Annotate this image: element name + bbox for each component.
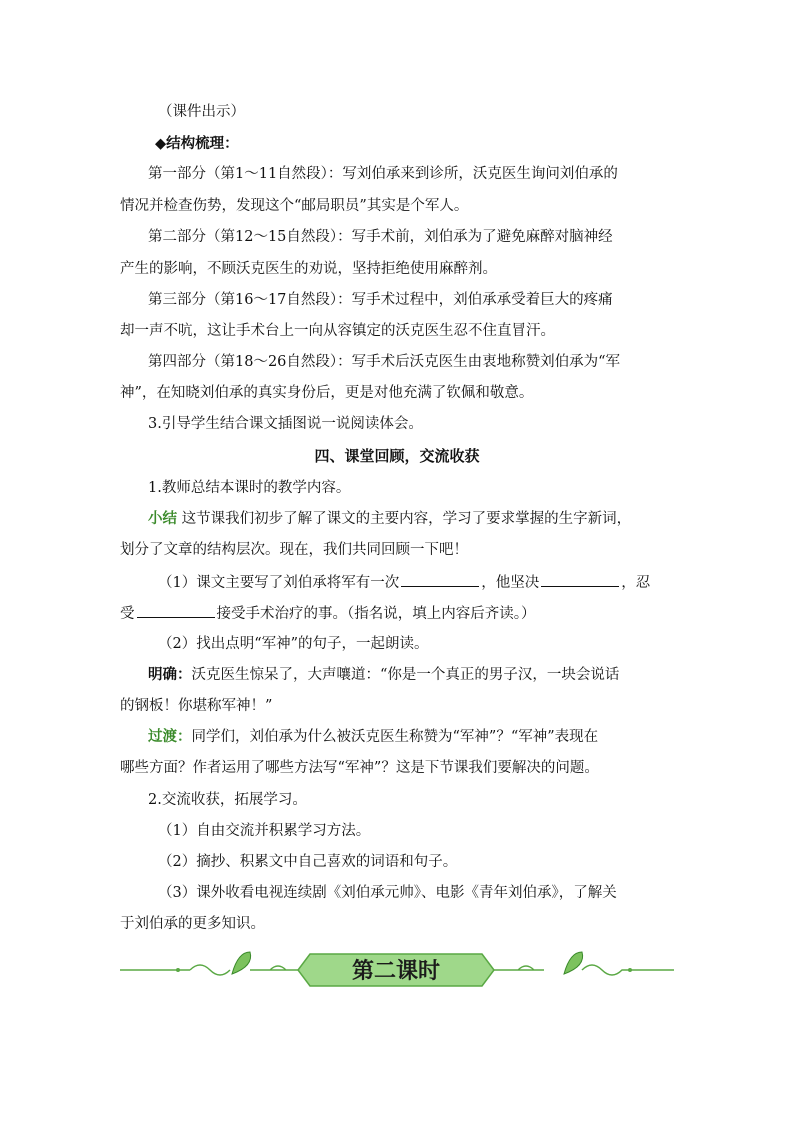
summary-line1 (148, 509, 631, 529)
paragraph-part2-line1: 第二部分（第12～15自然段）：写手术前，刘伯承为了避免麻醉对脑神经 (148, 229, 613, 245)
question-1-text-b: ，他坚决 (481, 575, 540, 591)
question-1-line1 (158, 572, 650, 593)
banner-title: 第二课时 (351, 958, 441, 984)
question-1-line2 (120, 603, 536, 624)
fill-blank-3[interactable] (137, 603, 215, 618)
left-vine (120, 965, 230, 975)
paragraph-part1-line2: 情况并检查伤势，发现这个“邮局职员”其实是个军人。 (120, 198, 469, 214)
section-heading-review: 四、课堂回顾，交流收获 (314, 447, 480, 465)
fill-blank-1[interactable] (401, 572, 479, 587)
transition-label: 过渡： (148, 728, 192, 745)
clarify-line1 (148, 665, 619, 685)
leaf-icon (232, 952, 251, 974)
paragraph-part4-line2: 神”，在知晓刘伯承的真实身份后，更是对他充满了钦佩和敬意。 (120, 385, 534, 401)
leaf-icon (564, 952, 583, 974)
transition-text: 同学们，刘伯承为什么被沃克医生称赞为“军神”？“军神”表现在 (191, 729, 599, 745)
transition-line2: 哪些方面？作者运用了哪些方法写“军神”？这是下节课我们要解决的问题。 (120, 760, 599, 776)
summary-label: 小结 (148, 510, 177, 527)
clarify-text: 沃克医生惊呆了，大声嚷道：“你是一个真正的男子汉，一块会说话 (191, 667, 620, 683)
courseware-note: （课件出示） (158, 104, 245, 120)
section-title-structure: ◆结构梳理： (155, 135, 239, 152)
paragraph-part3-line1: 第三部分（第16～17自然段）：写手术过程中，刘伯承承受着巨大的疼痛 (148, 292, 613, 308)
instruction-3: 3.引导学生结合课文插图说一说阅读体会。 (148, 416, 423, 432)
paragraph-part2-line2: 产生的影响，不顾沃克医生的劝说，坚持拒绝使用麻醉剂。 (120, 261, 497, 277)
clarify-line2: 的钢板！你堪称军神！” (120, 698, 273, 714)
summary-text: 这节课我们初步了解了课文的主要内容，学习了要求掌握的生字新词， (181, 511, 632, 527)
question-1-text-e: 接受手术治疗的事。（指名说，填上内容后齐读。） (216, 606, 536, 622)
paragraph-part4-line1: 第四部分（第18～26自然段）：写手术后沃克医生由衷地称赞刘伯承为“军 (148, 354, 621, 370)
banner-ornament (120, 948, 674, 992)
activity-3-line1: （3）课外收看电视连续剧《刘伯承元帅》、电影《青年刘伯承》，了解关 (158, 885, 617, 901)
paragraph-part1-line1: 第一部分（第1～11自然段）：写刘伯承来到诊所，沃克医生询问刘伯承的 (148, 166, 618, 182)
activity-3-line2: 于刘伯承的更多知识。 (120, 916, 265, 932)
question-2: （2）找出点明“军神”的句子，一起朗读。 (158, 636, 429, 652)
instruction-1: 1.教师总结本课时的教学内容。 (148, 480, 351, 496)
lesson-banner (120, 948, 674, 992)
instruction-2: 2.交流收获，拓展学习。 (148, 792, 307, 808)
clarify-label: 明确： (148, 666, 192, 683)
question-1-text-a: （1）课文主要写了刘伯承将军有一次 (158, 575, 400, 591)
summary-line2: 划分了文章的结构层次。现在，我们共同回顾一下吧！ (120, 542, 468, 558)
activity-1: （1）自由交流并积累学习方法。 (158, 823, 371, 839)
question-1-text-d: 受 (120, 606, 135, 622)
activity-2: （2）摘抄、积累文中自己喜欢的词语和句子。 (158, 854, 458, 870)
fill-blank-2[interactable] (541, 572, 619, 587)
question-1-text-c: ，忍 (621, 575, 651, 591)
transition-line1 (148, 727, 598, 747)
paragraph-part3-line2: 却一声不吭，这让手术台上一向从容镇定的沃克医生忍不住直冒汗。 (120, 323, 555, 339)
